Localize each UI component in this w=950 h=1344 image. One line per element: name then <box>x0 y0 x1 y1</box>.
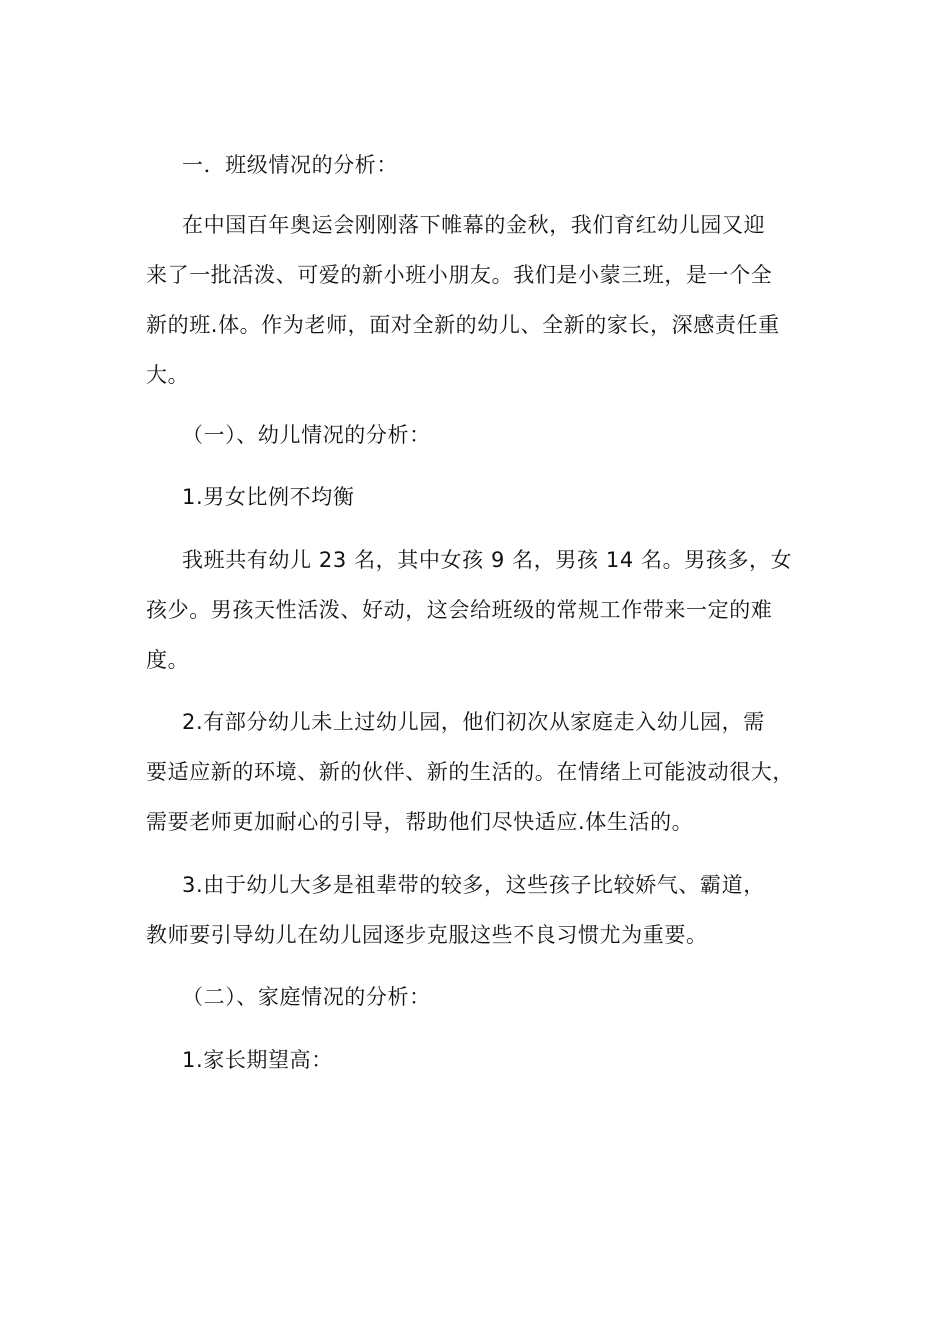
item-1-title: 1.男女比例不均衡 <box>182 485 355 509</box>
item-3-paragraph-line-2: 教师要引导幼儿在幼儿园逐步克服这些不良习惯尤为重要。 <box>146 923 708 947</box>
item-3-paragraph-line-1: 3.由于幼儿大多是祖辈带的较多，这些孩子比较娇气、霸道， <box>182 873 765 897</box>
item-2-paragraph-line-1: 2.有部分幼儿未上过幼儿园，他们初次从家庭走入幼儿园，需 <box>182 710 765 734</box>
section-heading: 一．班级情况的分析： <box>182 153 398 177</box>
item-1-paragraph-line-3: 度。 <box>146 648 190 672</box>
intro-paragraph-line-4: 大。 <box>146 363 190 387</box>
item-2-paragraph-line-3: 需要老师更加耐心的引导，帮助他们尽快适应.体生活的。 <box>146 810 694 834</box>
item-2-paragraph-line-2: 要适应新的环境、新的伙伴、新的生活的。在情绪上可能波动很大， <box>146 760 794 784</box>
item-1-paragraph-line-1: 我班共有幼儿 23 名，其中女孩 9 名，男孩 14 名。男孩多，女 <box>182 548 793 572</box>
family-item-1-title: 1.家长期望高： <box>182 1048 333 1072</box>
item-1-paragraph-line-2: 孩少。男孩天性活泼、好动，这会给班级的常规工作带来一定的难 <box>146 598 773 622</box>
intro-paragraph-line-3: 新的班.体。作为老师，面对全新的幼儿、全新的家长，深感责任重 <box>146 313 780 337</box>
intro-paragraph-line-1: 在中国百年奥运会刚刚落下帷幕的金秋，我们育红幼儿园又迎 <box>182 213 766 237</box>
intro-paragraph-line-2: 来了一批活泼、可爱的新小班小朋友。我们是小蒙三班，是一个全 <box>146 263 773 287</box>
subsection-heading-family: （二）、家庭情况的分析： <box>182 985 431 1009</box>
subsection-heading-children: （一）、幼儿情况的分析： <box>182 423 431 447</box>
